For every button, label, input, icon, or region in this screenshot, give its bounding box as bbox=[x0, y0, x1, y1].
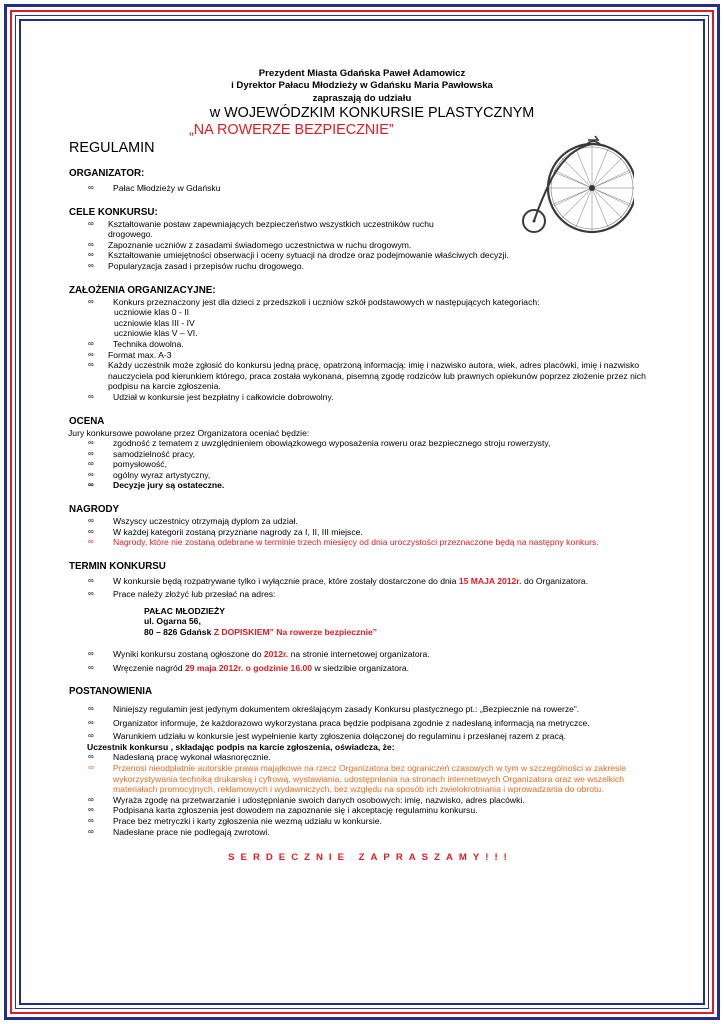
oswiadczenie-item-6: ∞ Nadesłane prace nie podlegają zwrotowi. bbox=[88, 827, 664, 838]
regulamin-heading: REGULAMIN bbox=[69, 140, 155, 156]
contest-subtitle: „NA ROWERZE BEZPIECZNIE” bbox=[189, 122, 394, 139]
termin-text-b: do Organizatora. bbox=[521, 575, 588, 586]
termin-heading: TERMIN KONKURSU bbox=[69, 560, 166, 572]
contest-title: w WOJEWÓDZKIM KONKURSIE PLASTYCZNYM bbox=[209, 105, 535, 122]
nagrody-item-2: ∞ W każdej kategorii zostaną przyznane nagrody za I, II, III miejsce. bbox=[88, 527, 664, 538]
termin-item-1 bbox=[88, 576, 664, 587]
postanowienia-heading: POSTANOWIENIA bbox=[69, 686, 153, 698]
nagrody-red-item: ∞ Nagrody, które nie zostaną odebrane w terminie trzech miesięcy od dnia uroczystości przeznaczone będą na następny konkurs. bbox=[88, 537, 664, 548]
technika-item: ∞ Technika dowolna. bbox=[88, 339, 664, 350]
organizator-heading: ORGANIZATOR: bbox=[69, 168, 145, 179]
oswiadczenie-item-3: ∞ Wyraża zgodę na przetwarzanie i udostępnianie swoich danych osobowych: imię, nazwisko, adres placówki. bbox=[88, 795, 664, 806]
rules-content bbox=[69, 168, 664, 873]
nagrody-item-1: ∞ Wszyscy uczestnicy otrzymają dyplom za udział. bbox=[88, 516, 664, 527]
cele-item-2: ∞ Zapoznanie uczniów z zasadami świadomego uczestnictwa w ruchu drogowym. bbox=[88, 240, 664, 251]
oswiadczenie-item-4: ∞ Podpisana karta zgłoszenia jest dowodem na zapoznanie się i akceptację regulaminu konkursu. bbox=[88, 805, 664, 816]
ocena-item-2: ∞ samodzielność pracy, bbox=[88, 449, 664, 460]
ocena-heading: OCENA bbox=[69, 415, 105, 427]
kazdy-item: ∞ Każdy uczestnik może zgłosić do konkursu jedną pracę, opatrzoną informacją: imię i nazwisko autora, wiek, adres placówki, imię i nazwisko nauczyciela pod kierunkiem którego, praca została wykonana, pisemną zgodę rodziców lub prawnych opiekunów poprzez złożenie przez nich podpisu na karcie zgłoszenia. bbox=[88, 360, 664, 392]
cele-item-1: ∞ Kształtowanie postaw zapewniających bezpieczeństwo wszystkich uczestników ruchu drogowego. bbox=[88, 219, 478, 240]
ocena-item-3: ∞ pomysłowość, bbox=[88, 459, 664, 470]
wreczenie-date: 29 maja 2012r. o godzinie 16.00 bbox=[184, 662, 313, 673]
postanowienia-item-1: ∞ Niniejszy regulamin jest jedynym dokumentem określającym zasady Konkursu plastycznego pt.: „Bezpiecznie na rowerze”. bbox=[88, 704, 664, 715]
ocena-final: ∞ Decyzje jury są ostateczne. bbox=[88, 480, 664, 491]
address-postal: 80 – 826 Gdańsk bbox=[144, 626, 214, 637]
postanowienia-item-3: ∞ Warunkiem udziału w konkursie jest wypełnienie karty zgłoszenia dołączonej do regulaminu i przesłanej razem z pracą. bbox=[88, 731, 664, 742]
header-line-1: Prezydent Miasta Gdańska Paweł Adamowicz bbox=[258, 68, 466, 79]
address-line-2: ul. Ogarna 56, bbox=[144, 616, 201, 627]
wyniki-item bbox=[88, 649, 664, 660]
wyniki-text-a: Wyniki konkursu zostaną ogłoszone do bbox=[113, 649, 264, 660]
postanowienia-item-2: ∞ Organizator informuje, że każdorazowo wykorzystana praca będzie podpisana zgodnie z nadesłaną informacją na metryczce. bbox=[88, 718, 664, 729]
cele-heading: CELE KONKURSU: bbox=[69, 206, 158, 218]
category-1: uczniowie klas 0 - II bbox=[114, 307, 189, 318]
oswiadczenie-item-5: ∞ Prace bez metryczki i karty zgłoszenia nie wezmą udziału w konkursie. bbox=[88, 816, 664, 827]
address-line-3 bbox=[144, 627, 664, 638]
wreczenie-text-a: Wręczenie nagród bbox=[113, 662, 185, 673]
termin-item-2: ∞ Prace należy złożyć lub przesłać na adres: bbox=[88, 589, 664, 600]
closing-invitation: SERDECZNIE ZAPRASZAMY!!! bbox=[228, 852, 513, 864]
oswiadczenie-orange-item: ∞ Przenosi nieodpłatnie autorskie prawa majątkowe na rzecz Organizatora bez ograniczeń czasowych w tym w szczególności w zakresie wykorzystywania techniką drukarską i cyfrową, wystawiania, udostępniania na stronach internetowych Organizatora oraz we wszelkich materiałach promocyjnych, reklamowych i wydawniczych, bez względu na sposób ich zwielokrotniania i wprowadzania do obrotu. bbox=[88, 763, 664, 795]
category-2: uczniowie klas III - IV bbox=[114, 317, 195, 328]
zalozenia-heading: ZAŁOŻENIA ORGANIZACYJNE: bbox=[69, 284, 216, 296]
ocena-item-4: ∞ ogólny wyraz artystyczny, bbox=[88, 470, 664, 481]
cele-item-3: ∞ Kształtowanie umiejętności obserwacji i oceny sytuacji na drodze oraz podejmowanie właściwych decyzji. bbox=[88, 250, 664, 261]
udzial-item: ∞ Udział w konkursie jest bezpłatny i całkowicie dobrowolny. bbox=[88, 392, 664, 403]
wyniki-year: 2012r. bbox=[263, 649, 289, 660]
organizator-item: ∞ Pałac Młodzieży w Gdańsku bbox=[88, 183, 664, 194]
wreczenie-text-b: w siedzibie organizatora. bbox=[312, 662, 410, 673]
termin-date: 15 MAJA 2012r. bbox=[458, 575, 522, 586]
nagrody-heading: NAGRODY bbox=[69, 504, 120, 516]
address-note: Z DOPISKIEM” Na rowerze bezpiecznie” bbox=[213, 626, 378, 637]
zalozenia-intro-text: Konkurs przeznaczony jest dla dzieci z przedszkoli i uczniów szkół podstawowych w następujących kategoriach: bbox=[113, 296, 540, 307]
oswiadczenie-item-1: ∞ Nadesłaną pracę wykonał własnoręcznie. bbox=[88, 752, 664, 763]
header-line-3: zapraszają do udziału bbox=[312, 92, 412, 104]
cele-item-4: ∞ Popularyzacja zasad i przepisów ruchu drogowego. bbox=[88, 261, 664, 272]
wreczenie-item bbox=[88, 663, 664, 674]
termin-text-a: W konkursie będą rozpatrywane tylko i wyłącznie prace, które zostały dostarczone do dnia bbox=[113, 575, 459, 586]
header-line-2: i Dyrektor Pałacu Młodzieży w Gdańsku Maria Pawłowska bbox=[231, 80, 493, 92]
category-3: uczniowie klas V – VI. bbox=[114, 328, 198, 339]
address-line-1: PAŁAC MŁODZIEŻY bbox=[144, 605, 225, 616]
format-item: ∞ Format max. A-3 bbox=[88, 350, 664, 361]
ocena-intro: Jury konkursowe powołane przez Organizatora oceniać będzie: bbox=[68, 427, 310, 438]
wyniki-text-b: na stronie internetowej organizatora. bbox=[288, 649, 430, 660]
zalozenia-intro bbox=[88, 297, 664, 308]
address-block bbox=[69, 606, 664, 638]
uczestnik-statement: Uczestnik konkursu , składając podpis na karcie zgłoszenia, oświadcza, że: bbox=[87, 741, 395, 752]
ocena-item-1: ∞ zgodność z tematem z uwzględnieniem obowiązkowego wyposażenia roweru oraz bezpiecznego stroju rowerzysty, bbox=[88, 438, 664, 449]
